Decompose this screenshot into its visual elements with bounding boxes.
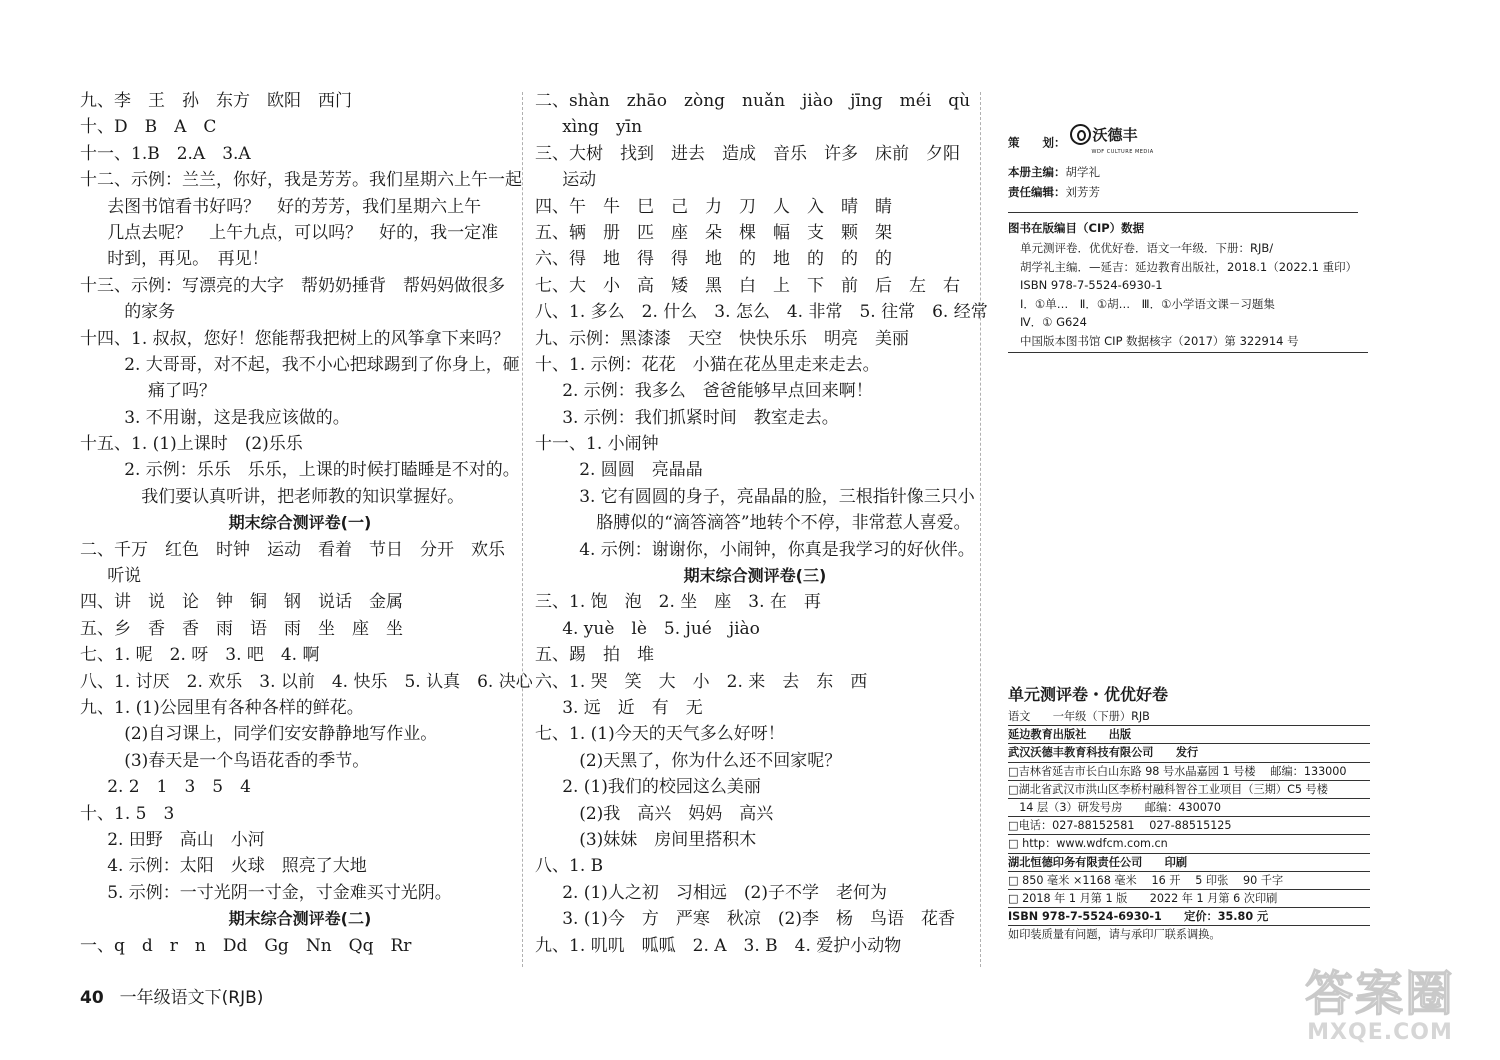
column-divider: [522, 92, 523, 967]
wdf-logo-icon: [1070, 124, 1091, 145]
answer-line: 十一、1. 小闹钟: [535, 434, 659, 455]
answer-line: (2)自习课上，同学们安安静静地写作业。: [124, 724, 438, 745]
answer-line: 几点去呢？ 上午九点，可以吗？ 好的，我一定准: [107, 222, 499, 243]
answer-line: 十一、1.B 2.A 3.A: [80, 143, 251, 164]
imprint-line: 如印装质量有问题，请与承印厂联系调换。: [1008, 928, 1221, 942]
answer-line: 四、讲 说 论 钟 铜 钢 说话 金属: [80, 592, 403, 613]
answer-line: 二、千万 红色 时钟 运动 看着 节日 分开 欢乐: [80, 539, 505, 560]
answer-line: (2)我 高兴 妈妈 高兴: [579, 803, 774, 824]
answer-line: 3. 它有圆圆的身子，亮晶晶的脸，三根指针像三只小: [579, 486, 975, 507]
answer-line: 2. (1)我们的校园这么美丽: [562, 777, 761, 798]
imprint-line: 语文 一年级（下册）RJB: [1008, 708, 1370, 726]
cip-block: [1008, 239, 1368, 353]
responsible-editor-label: 责任编辑：: [1008, 185, 1066, 199]
answer-line: 3. 远 近 有 无: [562, 697, 703, 718]
answer-line: (2)天黑了，你为什么还不回家呢？: [579, 750, 842, 771]
answer-line: 2. 2 1 3 5 4: [107, 777, 251, 798]
answer-line: 痛了吗？: [148, 381, 216, 402]
editor-name: 胡学礼: [1065, 165, 1100, 179]
answer-line: 八、1. B: [535, 856, 604, 877]
answer-line: 八、1. 讨厌 2. 欢乐 3. 以前 4. 快乐 5. 认真 6. 决心: [80, 671, 533, 692]
answer-line: 五、乡 香 香 雨 语 雨 坐 座 坐: [80, 618, 403, 639]
answer-line: 九、1. (1)公园里有各种各样的鲜花。: [80, 697, 364, 718]
cip-line: 单元测评卷．优优好卷．语文一年级．下册：RJB/: [1020, 241, 1274, 255]
imprint-line: □吉林省延吉市长白山东路 98 号水晶嘉园 1 号楼 邮编：133000: [1008, 763, 1370, 781]
answer-line: 5. 示例：一寸光阴一寸金，寸金难买寸光阴。: [107, 882, 452, 903]
watermark-url: MXQE.COM: [1307, 1020, 1453, 1045]
imprint-line: □湖北省武汉市洪山区李桥村融科智谷工业项目（三期）C5 号楼: [1008, 781, 1370, 799]
watermark-logo: 答案圈: [1304, 966, 1455, 1022]
imprint-line: ISBN 978-7-5524-6930-1 定价：35.80 元: [1008, 908, 1370, 926]
answer-line: 胳膊似的“滴答滴答”地转个不停，非常惹人喜爱。: [596, 513, 971, 534]
answer-line: 2. 示例：乐乐 乐乐，上课的时候打瞌睡是不对的。: [124, 460, 520, 481]
answer-line: 六、得 地 得 得 地 的 地 的 的 的: [535, 249, 892, 270]
column-divider: [980, 92, 981, 967]
answer-line: 十三、示例：写漂亮的大字 帮奶奶捶背 帮妈妈做很多: [80, 275, 505, 296]
answer-line: 4. 示例：谢谢你，小闹钟，你真是我学习的好伙伴。: [579, 539, 975, 560]
section-heading: 期末综合测评卷(一): [228, 513, 372, 533]
answer-line: 八、1. 多么 2. 什么 3. 怎么 4. 非常 5. 往常 6. 经常: [535, 302, 988, 323]
answer-line: (3)妹妹 房间里搭积木: [579, 829, 757, 850]
imprint-line: 湖北恒德印务有限责任公司 印刷: [1008, 854, 1370, 872]
answer-column-left: [80, 88, 533, 959]
answer-line: 4. yuè lè 5. jué jiào: [562, 618, 760, 639]
answer-line: 四、午 牛 巳 己 力 刀 人 入 晴 睛: [535, 196, 892, 217]
answer-line: 3. 不用谢，这是我应该做的。: [124, 407, 350, 428]
answer-line: 九、1. 叽叽 呱呱 2. A 3. B 4. 爱护小动物: [535, 935, 902, 956]
answer-line: 三、大树 找到 进去 造成 音乐 许多 床前 夕阳: [535, 143, 960, 164]
watermark: [1282, 968, 1478, 1046]
answer-line: 2. (1)人之初 习相远 (2)子不学 老何为: [562, 882, 887, 903]
cip-line: Ⅳ．① G624: [1020, 315, 1087, 329]
planning-label: 策 划：: [1008, 135, 1066, 150]
answer-line: 五、踢 拍 堆: [535, 645, 654, 666]
imprint-line: □ 850 毫米 ×1168 毫米 16 开 5 印张 90 千字: [1008, 872, 1370, 890]
wdf-logo: [1070, 124, 1154, 162]
answer-line: 运动: [562, 170, 597, 191]
answer-line: 一、q d r n Dd Gg Nn Qq Rr: [80, 935, 412, 956]
answer-line: 4. 示例：太阳 火球 照亮了大地: [107, 856, 367, 877]
answer-line: 去图书馆看书好吗？ 好的芳芳，我们星期六上午: [107, 196, 482, 217]
section-heading: 期末综合测评卷(二): [228, 909, 372, 929]
imprint-line: 武汉沃德丰教育科技有限公司 发行: [1008, 744, 1370, 762]
imprint-line: □电话：027-88152581 027-88515125: [1008, 817, 1370, 835]
cip-line: 胡学礼主编．—延吉：延边教育出版社，2018.1（2022.1 重印）: [1020, 259, 1358, 274]
cip-line: ISBN 978-7-5524-6930-1: [1020, 278, 1163, 292]
answer-line: 3. 示例：我们抓紧时间 教室走去。: [562, 407, 839, 428]
answer-line: (3)春天是一个鸟语花香的季节。: [124, 750, 370, 771]
responsible-editor-name: 刘芳芳: [1065, 185, 1100, 199]
answer-line: 十、1. 示例：花花 小猫在花丛里走来走去。: [535, 354, 880, 375]
answer-line: 2. 田野 高山 小河: [107, 829, 265, 850]
answer-line: 五、辆 册 匹 座 朵 棵 幅 支 颗 架: [535, 222, 892, 243]
answer-line: 2. 圆圆 亮晶晶: [579, 460, 703, 481]
answer-column-middle: [535, 88, 988, 959]
cip-heading: 图书在版编目（CIP）数据: [1008, 212, 1358, 239]
responsible-editor-row: [1008, 182, 1368, 202]
imprint-title: 单元测评卷・优优好卷: [1008, 685, 1169, 704]
answer-line: 的家务: [124, 302, 176, 323]
imprint-block: [1008, 685, 1370, 944]
answer-line: 2. 大哥哥，对不起，我不小心把球踢到了你身上，砸: [124, 354, 520, 375]
answer-line: 七、1. 呢 2. 呀 3. 吧 4. 啊: [80, 645, 320, 666]
answer-line: 十、D B A C: [80, 117, 217, 138]
answer-line: 2. 示例：我多么 爸爸能够早点回来啊！: [562, 381, 873, 402]
answer-line: 十二、示例：兰兰，你好，我是芳芳。我们星期六上午一起: [80, 170, 522, 191]
editor-row: [1008, 162, 1368, 182]
editor-label: 本册主编：: [1008, 165, 1066, 179]
wdf-logo-sub: WDF CULTURE MEDIA: [1091, 149, 1154, 155]
answer-line: xìng yīn: [562, 117, 643, 138]
answer-line: 三、1. 饱 泡 2. 坐 座 3. 在 再: [535, 592, 821, 613]
section-heading: 期末综合测评卷(三): [683, 566, 827, 586]
answer-line: 时到，再见。 再见！: [107, 249, 269, 270]
page-number: 40: [80, 988, 104, 1008]
answer-line: 十、1. 5 3: [80, 803, 175, 824]
answer-line: 3. (1)今 方 严寒 秋凉 (2)李 杨 鸟语 花香: [562, 909, 955, 930]
page-footer: [80, 983, 263, 1008]
cip-line: 中国版本图书馆 CIP 数据核字（2017）第 322914 号: [1008, 332, 1368, 354]
imprint-line: 14 层（3）研发号房 邮编：430070: [1008, 799, 1370, 817]
imprint-lines: [1008, 708, 1370, 944]
credits-panel: [1008, 124, 1368, 353]
imprint-line: □ http：www.wdfcm.com.cn: [1008, 835, 1370, 853]
answer-line: 听说: [107, 566, 142, 587]
answer-line: 七、1. (1)今天的天气多么好呀！: [535, 724, 785, 745]
imprint-line: □ 2018 年 1 月第 1 版 2022 年 1 月第 6 次印刷: [1008, 890, 1370, 908]
cip-line: Ⅰ．①单… Ⅱ．①胡… Ⅲ．①小学语文课－习题集: [1020, 296, 1275, 311]
imprint-line: 延边教育出版社 出版: [1008, 726, 1370, 744]
answer-line: 十五、1. (1)上课时 (2)乐乐: [80, 434, 303, 455]
answer-line: 九、示例：黑漆漆 天空 快快乐乐 明亮 美丽: [535, 328, 909, 349]
answer-line: 六、1. 哭 笑 大 小 2. 来 去 东 西: [535, 671, 868, 692]
planning-row: [1008, 124, 1368, 162]
answer-line: 九、李 王 孙 东方 欧阳 西门: [80, 91, 352, 111]
wdf-logo-name: 沃德丰: [1092, 125, 1138, 144]
answer-line: 二、shàn zhāo zòng nuǎn jiào jīng méi qù: [535, 91, 971, 111]
answer-line: 十四、1. 叔叔，您好！您能帮我把树上的风筝拿下来吗？: [80, 328, 510, 349]
book-title: 一年级语文下(RJB): [119, 988, 264, 1008]
answer-line: 七、大 小 高 矮 黑 白 上 下 前 后 左 右: [535, 275, 960, 296]
answer-line: 我们要认真听讲，把老师教的知识掌握好。: [141, 486, 465, 507]
